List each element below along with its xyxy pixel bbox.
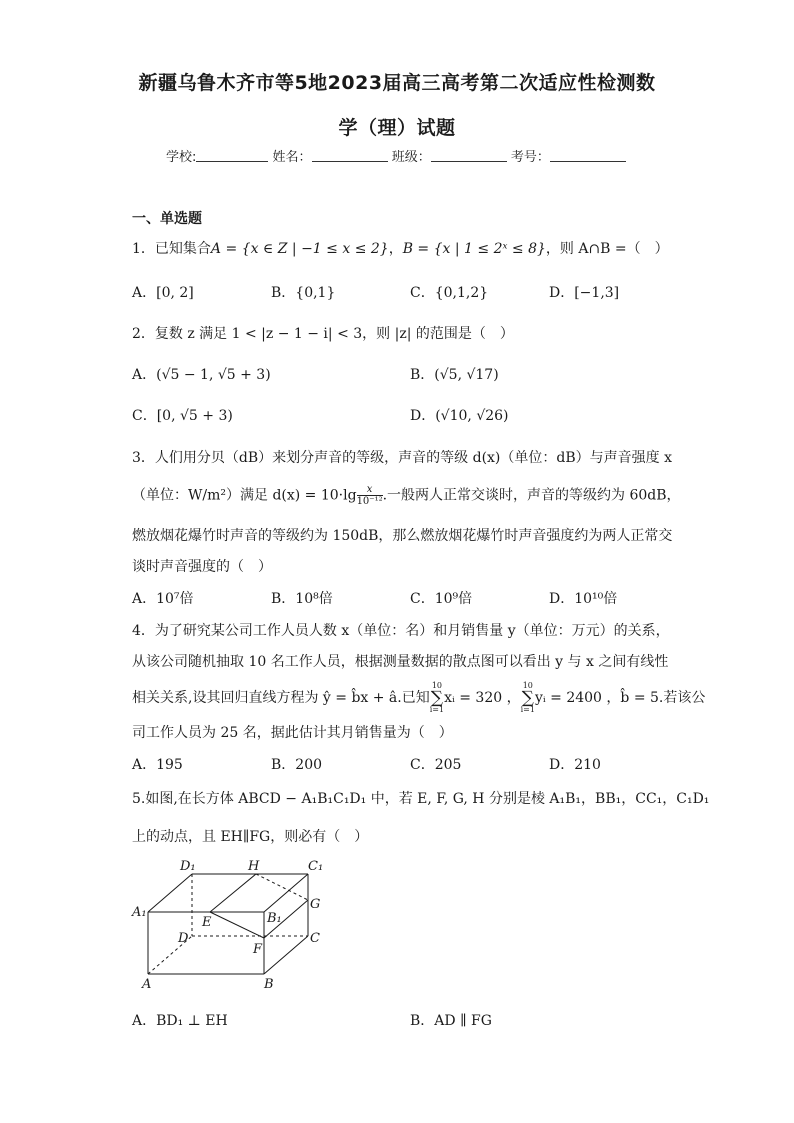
label-d1: D₁ [180, 859, 196, 874]
q4-line-2: 从该公司随机抽取 10 名工作人员，根据测量数据的散点图可以看出 y 与 x 之间有线性 [132, 654, 669, 670]
label-c: C [310, 931, 320, 946]
name-label: 姓名： [272, 150, 312, 165]
q1-prefix: 1．已知集合 [132, 241, 211, 257]
sigma-icon: ∑ [430, 688, 443, 708]
q3-option-a[interactable]: A．10⁷倍 [132, 591, 194, 607]
q4-line-3 [132, 682, 705, 714]
class-label: 班级： [391, 150, 431, 165]
q4-line-3b: xᵢ = 320 ， [444, 690, 521, 706]
segment-ef [210, 912, 264, 938]
label-e: E [202, 915, 212, 930]
q4-sum-x-bottom: i=1 [429, 705, 445, 714]
label-c1: C₁ [308, 859, 324, 874]
q4-sum-y-bottom: i=1 [520, 705, 535, 714]
q1-stem [132, 238, 669, 258]
edge-a1d1 [148, 874, 192, 912]
label-b: B [264, 977, 274, 992]
label-f: F [253, 942, 263, 957]
q4-option-c[interactable]: C．205 [410, 757, 462, 773]
q4-line-3c: yᵢ = 2400 ， [534, 690, 621, 706]
label-h: H [248, 859, 260, 874]
q5-line-2: 上的动点，且 EH∥FG，则必有（ ） [132, 829, 369, 845]
section-heading: 一、单选题 [132, 211, 202, 227]
label-d: D [178, 931, 189, 946]
name-blank[interactable] [312, 149, 388, 162]
q4-line-4: 司工作人员为 25 名，据此估计其月销售量为（ ） [132, 725, 453, 741]
label-b1: B₁ [267, 911, 282, 926]
q1-option-c[interactable]: C．{0,1,2} [410, 285, 489, 301]
q4-option-b[interactable]: B．200 [271, 757, 323, 773]
label-g: G [310, 897, 321, 912]
q1-option-b[interactable]: B．{0,1} [271, 285, 336, 301]
q3-line-3: 燃放烟花爆竹时声音的等级约为 150dB，那么燃放烟花爆竹时声音强度约为两人正常交 [132, 528, 673, 544]
q1-set-a: A = {x ∈ Z | −1 ≤ x ≤ 2} [210, 241, 389, 257]
exam-no-label: 考号： [510, 150, 550, 165]
sigma-icon: ∑ [521, 688, 534, 708]
segment-eh [210, 874, 256, 912]
q3-line-4: 谈时声音强度的（ ） [132, 559, 272, 575]
q3-fraction-denominator: 10⁻¹² [356, 496, 383, 507]
q4-option-a[interactable]: A．195 [132, 757, 183, 773]
document-title-line-1: 新疆乌鲁木齐市等5地2023届高三高考第二次适应性检测数 [138, 72, 656, 94]
q2-option-c[interactable]: C．[0, √5 + 3) [132, 408, 233, 424]
q3-option-d[interactable]: D．10¹⁰倍 [549, 591, 618, 607]
class-blank[interactable] [431, 149, 507, 162]
q4-option-d[interactable]: D．210 [549, 757, 601, 773]
q1-option-d[interactable]: D．[−1,3] [549, 285, 620, 301]
q2-stem: 2．复数 z 满足 1 < |z − 1 − i| < 3，则 |z| 的范围是（ ） [132, 326, 514, 342]
exam-no-blank[interactable] [550, 149, 626, 162]
q1-sep: ， [388, 241, 403, 257]
cuboid-figure [128, 856, 328, 992]
q5-option-b[interactable]: B．AD ∥ FG [410, 1013, 492, 1029]
q4-sum-x-top: 10 [431, 681, 442, 690]
label-a1: A₁ [132, 905, 147, 920]
school-label: 学校: [166, 150, 197, 165]
document-title-line-2: 学（理）试题 [338, 117, 456, 139]
q3-fraction-numerator: x [357, 484, 383, 496]
q1-ask: ，则 A∩B =（ ） [545, 241, 669, 257]
q1-set-b: B = {x | 1 ≤ 2ˣ ≤ 8} [402, 241, 546, 257]
q4-line-3a: 相关关系,设其回归直线方程为 ŷ = b̂x + â.已知 [132, 690, 430, 706]
label-a: A [142, 977, 152, 992]
q2-option-b[interactable]: B．(√5, √17) [410, 367, 499, 383]
student-info-row [166, 146, 626, 165]
q4-line-3d: b̂ = 5.若该公 [620, 690, 706, 706]
edge-bc [264, 936, 308, 974]
q3-fraction [357, 484, 383, 507]
q4-sum-y-top: 10 [522, 681, 533, 690]
q4-line-1: 4．为了研究某公司工作人员人数 x（单位：名）和月销售量 y（单位：万元）的关系， [132, 623, 670, 639]
q3-option-b[interactable]: B．10⁸倍 [271, 591, 333, 607]
q2-option-d[interactable]: D．(√10, √26) [410, 408, 509, 424]
school-blank[interactable] [196, 149, 268, 162]
q4-sum-x [430, 682, 444, 714]
q5-option-a[interactable]: A．BD₁ ⊥ EH [132, 1013, 228, 1029]
q2-option-a[interactable]: A．(√5 − 1, √5 + 3) [132, 367, 271, 383]
q4-sum-y [521, 682, 535, 714]
q3-line-1: 3．人们用分贝（dB）来划分声音的等级，声音的等级 d(x)（单位：dB）与声音强度 x [132, 450, 672, 466]
q1-option-a[interactable]: A．[0, 2] [132, 285, 194, 301]
q3-option-c[interactable]: C．10⁹倍 [410, 591, 473, 607]
q3-line-2b: .一般两人正常交谈时，声音的等级约为 60dB， [382, 487, 681, 504]
q3-line-2a: （单位：W/m²）满足 d(x) = 10·lg [132, 487, 357, 504]
q5-line-1: 5.如图,在长方体 ABCD − A₁B₁C₁D₁ 中，若 E, F, G, H 分别是棱 A₁B₁，BB₁，CC₁，C₁D₁ [132, 791, 710, 807]
q3-line-2 [132, 484, 681, 507]
